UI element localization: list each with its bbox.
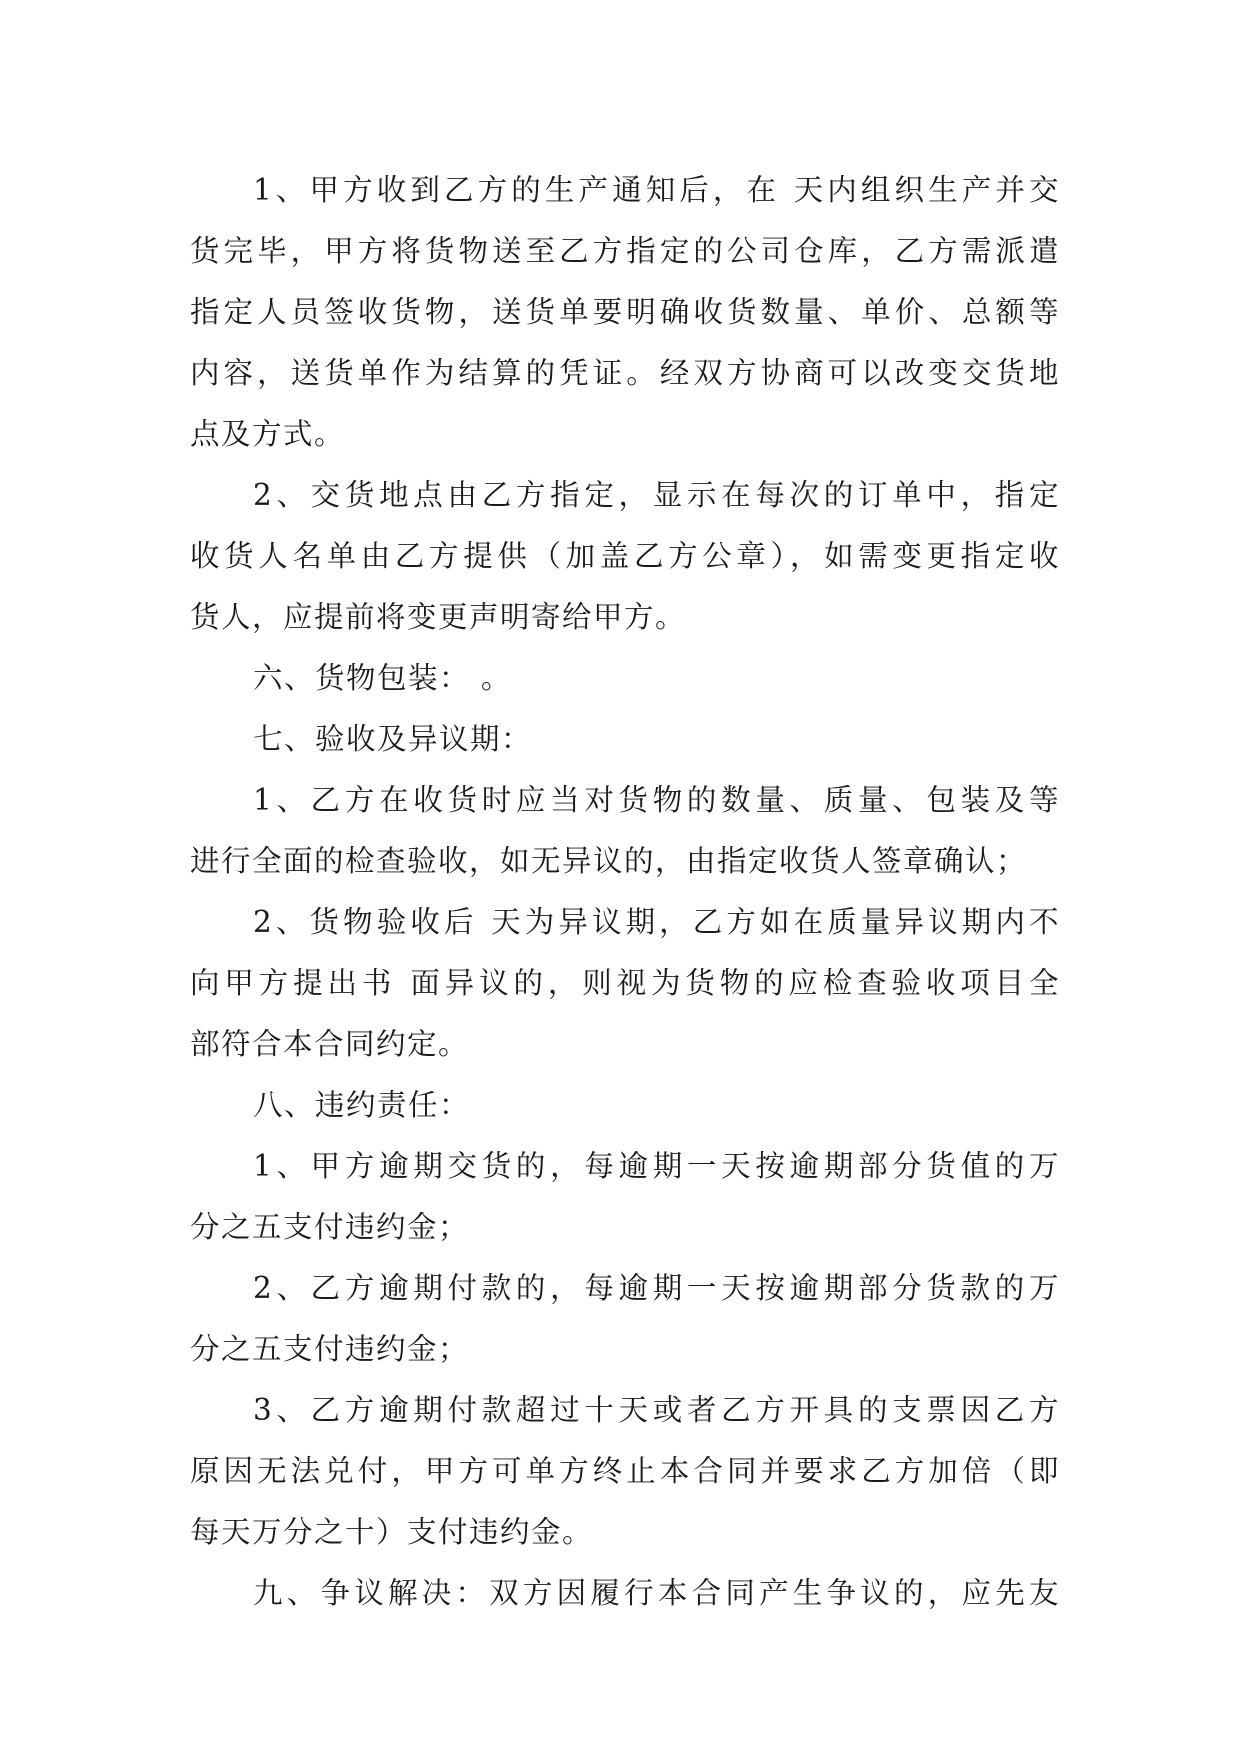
section-heading-dispute	[190, 1563, 1060, 1624]
text-line: 进行全面的检查验收，如无异议的，由指定收货人签章确认；	[190, 844, 1028, 878]
text-line: 向甲方提出书 面异议的，则视为货物的应检查验收项目全	[190, 966, 1060, 1000]
text-line: 内容，送货单作为结算的凭证。经双方协商可以改变交货地	[190, 356, 1060, 390]
text-line: 3、乙方逾期付款超过十天或者乙方开具的支票因乙方	[253, 1393, 1060, 1427]
text-line: 九、争议解决：双方因履行本合同产生争议的，应先友	[253, 1576, 1060, 1610]
paragraph-liability-3	[190, 1380, 1060, 1563]
paragraph-inspection-1	[190, 770, 1060, 892]
text-line: 八、违约责任：	[253, 1088, 471, 1122]
text-line: 六、货物包装： 。	[253, 661, 512, 695]
text-line: 部符合本合同约定。	[190, 1027, 470, 1061]
text-line: 2、交货地点由乙方指定，显示在每次的订单中，指定	[253, 478, 1060, 512]
text-line: 1、乙方在收货时应当对货物的数量、质量、包装及等	[253, 783, 1060, 817]
paragraph-liability-1	[190, 1136, 1060, 1258]
paragraph-inspection-2	[190, 892, 1060, 1075]
section-heading-liability	[190, 1075, 1060, 1136]
text-line: 原因无法兑付，甲方可单方终止本合同并要求乙方加倍（即	[190, 1454, 1060, 1488]
paragraph-delivery-1	[190, 160, 1060, 465]
text-line: 七、验收及异议期：	[253, 722, 533, 756]
text-line: 货人，应提前将变更声明寄给甲方。	[190, 600, 687, 634]
text-line: 货完毕，甲方将货物送至乙方指定的公司仓库，乙方需派遣	[190, 234, 1060, 268]
text-line: 每天万分之十）支付违约金。	[190, 1515, 594, 1549]
paragraph-delivery-2	[190, 465, 1060, 648]
text-line: 指定人员签收货物，送货单要明确收货数量、单价、总额等	[190, 295, 1060, 329]
text-line: 点及方式。	[190, 417, 346, 451]
text-line: 2、货物验收后 天为异议期，乙方如在质量异议期内不	[253, 905, 1060, 939]
text-line: 1、甲方收到乙方的生产通知后，在 天内组织生产并交	[253, 173, 1060, 207]
section-heading-packaging	[190, 648, 1060, 709]
text-line: 分之五支付违约金；	[190, 1210, 470, 1244]
document-body	[190, 160, 1060, 1624]
text-line: 分之五支付违约金；	[190, 1332, 470, 1366]
section-heading-inspection	[190, 709, 1060, 770]
text-line: 收货人名单由乙方提供（加盖乙方公章），如需变更指定收	[190, 539, 1060, 573]
text-line: 1、甲方逾期交货的，每逾期一天按逾期部分货值的万	[253, 1149, 1060, 1183]
paragraph-liability-2	[190, 1258, 1060, 1380]
text-line: 2、乙方逾期付款的，每逾期一天按逾期部分货款的万	[253, 1271, 1060, 1305]
